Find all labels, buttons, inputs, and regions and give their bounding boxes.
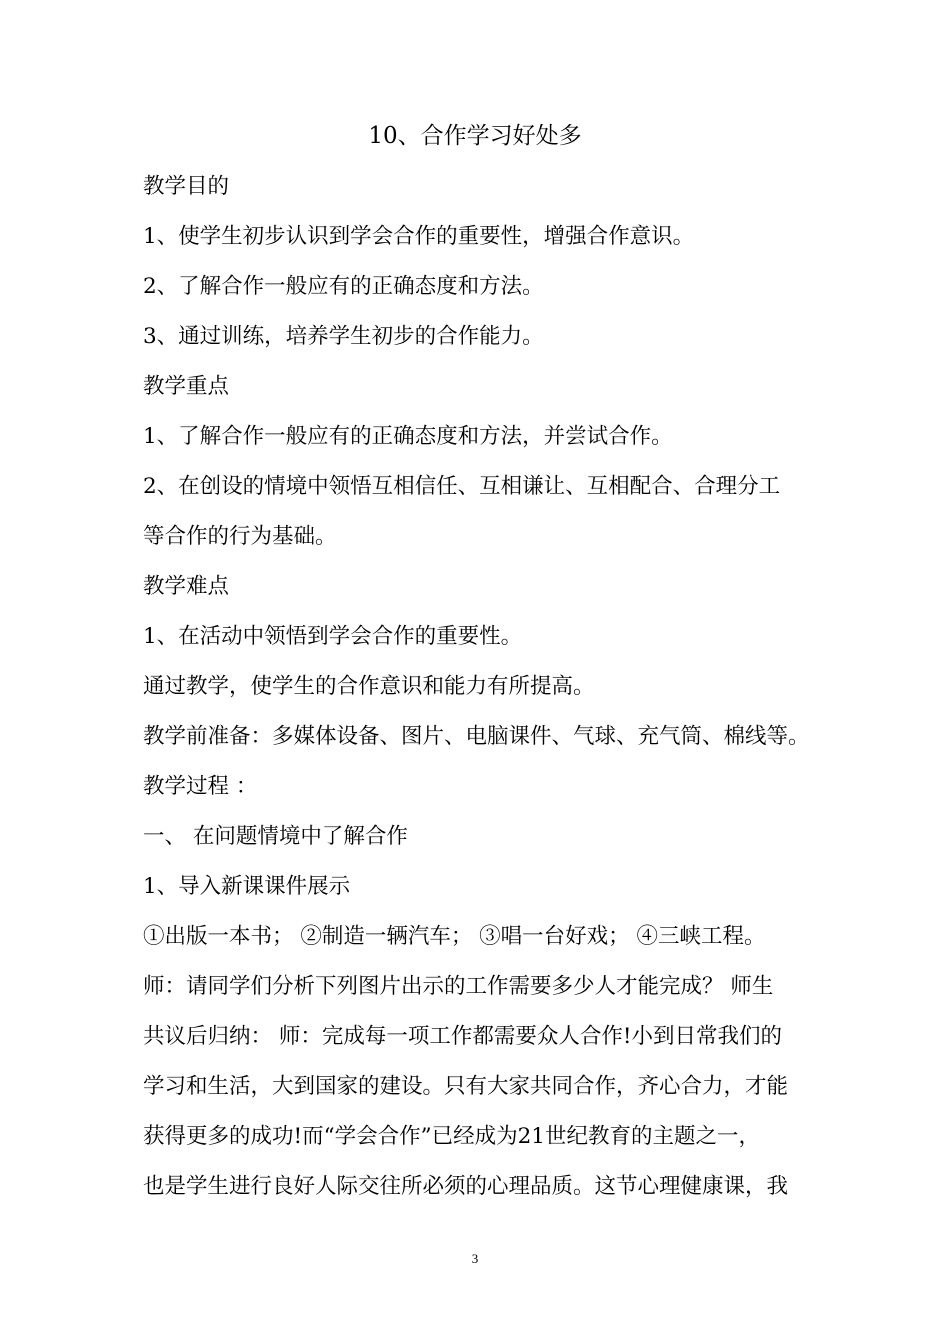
paragraph-line: ①出版一本书； ②制造一辆汽车； ③唱一台好戏； ④三峡工程。 [143, 924, 766, 949]
paragraph-line: 获得更多的成功!而“学会合作”已经成为21世纪教育的主题之一， [143, 1124, 760, 1149]
paragraph-line: 教学前准备：多媒体设备、图片、电脑课件、气球、充气筒、棉线等。 [143, 724, 810, 749]
paragraph-line: 师：请同学们分析下列图片出示的工作需要多少人才能完成？ 师生 [143, 974, 774, 999]
paragraph-line: 3、通过训练，培养学生初步的合作能力。 [143, 324, 544, 349]
paragraph-line: 1、使学生初步认识到学会合作的重要性，增强合作意识。 [143, 224, 695, 249]
paragraph-line: 1、在活动中领悟到学会合作的重要性。 [143, 624, 523, 649]
page-title: 10、合作学习好处多 [368, 123, 582, 149]
paragraph-line: 通过教学，使学生的合作意识和能力有所提高。 [143, 674, 595, 699]
heading-process: 教学过程 ： [143, 774, 258, 799]
paragraph-line: 2、在创设的情境中领悟互相信任、互相谦让、互相配合、合理分工 [143, 474, 781, 499]
paragraph-line: 1、导入新课课件展示 [143, 874, 351, 899]
paragraph-line: 也是学生进行良好人际交往所必须的心理品质。这节心理健康课，我 [143, 1174, 789, 1199]
paragraph-line: 2、了解合作一般应有的正确态度和方法。 [143, 274, 544, 299]
paragraph-line: 等合作的行为基础。 [143, 524, 337, 549]
heading-key-points: 教学重点 [143, 374, 230, 399]
paragraph-line: 学习和生活，大到国家的建设。只有大家共同合作，齐心合力，才能 [143, 1074, 789, 1099]
heading-teaching-goal: 教学目的 [143, 174, 230, 199]
section-heading: 一、 在问题情境中了解合作 [143, 824, 408, 849]
page-number: 3 [471, 1251, 479, 1266]
paragraph-line: 共议后归纳： 师：完成每一项工作都需要众人合作!小到日常我们的 [143, 1024, 782, 1049]
heading-difficulties: 教学难点 [143, 574, 230, 599]
paragraph-line: 1、了解合作一般应有的正确态度和方法，并尝试合作。 [143, 424, 673, 449]
